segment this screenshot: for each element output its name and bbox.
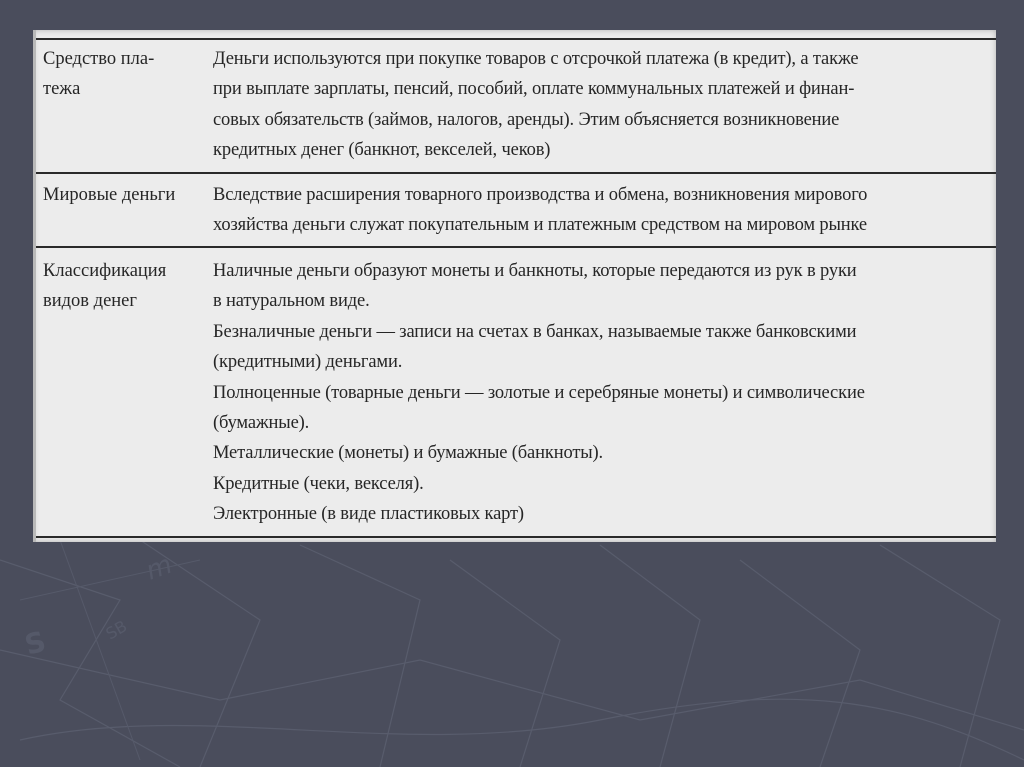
term-line: видов денег [43,291,137,311]
svg-text:S: S [21,624,50,662]
row-divider [36,246,996,248]
desc-line: Полноценные (товарные деньги — золотые и серебряные монеты) и символические [213,382,865,403]
desc-line: (бумажные). [213,413,310,434]
term-line: тежа [43,79,81,99]
desc-line: при выплате зарплаты, пенсий, пособий, оплате коммунальных платежей и финан- [213,79,855,100]
svg-text:SB: SB [102,616,131,644]
svg-text:m: m [142,549,177,587]
desc-line: в натуральном виде. [213,291,370,312]
desc-line: хозяйства деньги служат покупательным и платежным средством на мировом рынке [213,215,867,236]
row-term [43,44,201,104]
desc-line: Безналичные деньги — записи на счетах в банках, называемые также банковскими [213,321,857,342]
row-description [213,180,990,241]
row-description [213,44,990,166]
row-term [43,256,201,316]
desc-line: Наличные деньги образуют монеты и банкноты, которые передаются из рук в руки [213,261,857,281]
desc-line: совых обязательств (займов, налогов, аренды). Этим объясняется возникновение [213,109,840,130]
table-bottom-rule [36,536,996,538]
desc-line: Металлические (монеты) и бумажные (банкноты). [213,443,604,464]
desc-line: кредитных денег (банкнот, векселей, чеков) [213,140,551,161]
term-line: Мировые деньги [43,185,176,205]
row-description [213,256,990,530]
term-line: Средство пла- [43,49,155,69]
table-top-rule [36,38,996,40]
desc-line: Электронные (в виде пластиковых карт) [213,504,524,525]
scan-left-edge [33,30,36,542]
desc-line: Вследствие расширения товарного производства и обмена, возникновения мирового [213,185,868,205]
scanned-table-image [33,30,996,542]
term-line: Классификация [43,261,167,281]
row-term [43,180,201,210]
desc-line: (кредитными) деньгами. [213,352,403,373]
desc-line: Деньги используются при покупке товаров с отсрочкой платежа (в кредит), а также [213,49,859,69]
desc-line: Кредитные (чеки, векселя). [213,473,424,494]
row-divider [36,172,996,174]
